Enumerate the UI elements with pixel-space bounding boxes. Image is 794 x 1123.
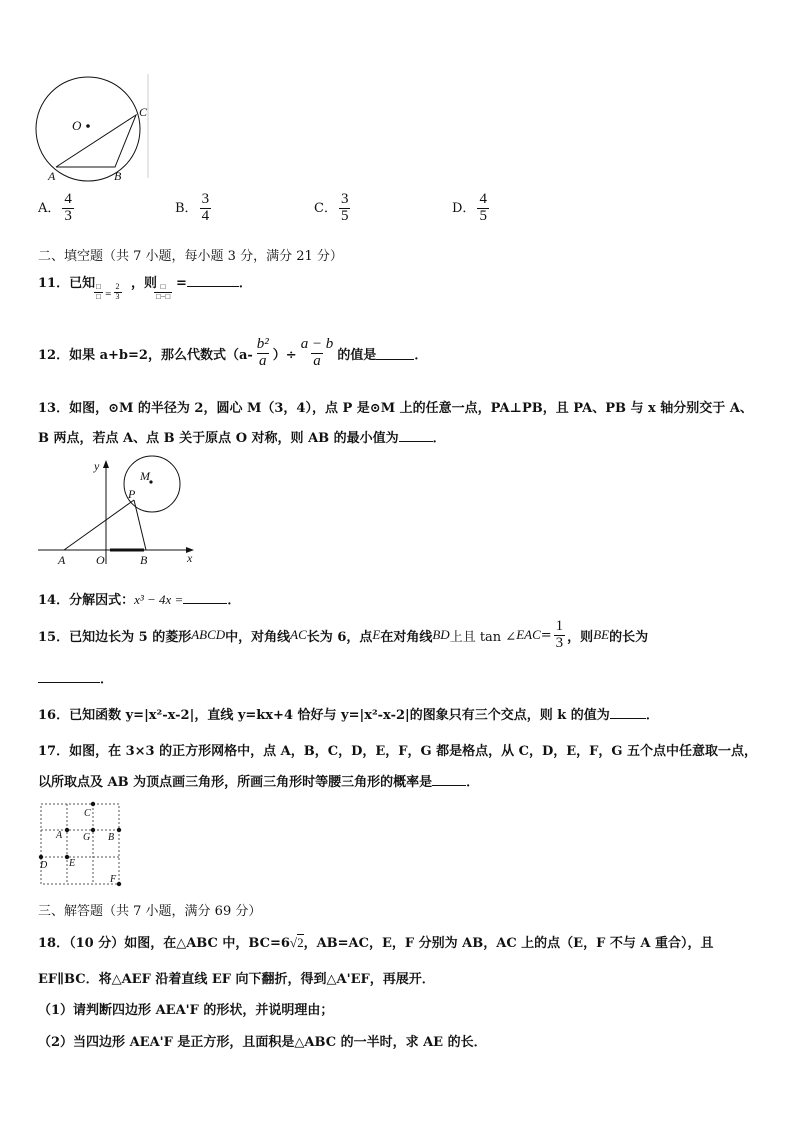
question-18-line-2: EF∥BC．将△AEF 沿着直线 EF 向下翻折，得到△A'EF，再展开． [38, 972, 435, 987]
answer-blank[interactable] [399, 429, 433, 442]
section-2-heading: 二、填空题（共 7 小题，每小题 3 分，满分 21 分） [38, 249, 343, 264]
circle-o [36, 77, 140, 181]
question-16: 16．已知函数 y=|x²-x-2|，直线 y=kx+4 恰好与 y=|x²-x-2|的图象只有三个交点，则 k 的值为 ． [38, 708, 659, 723]
grid-figure [38, 800, 130, 890]
question-15: 15．已知边长为 5 的菱形 ABCD 中，对角线 AC 长为 6，点 E 在对角线 BD 上且 tan ∠ EAC = $\frac{1}{3}$ ，则 BE 的长为 [38, 618, 649, 651]
answer-blank[interactable] [187, 274, 239, 287]
answer-blank[interactable] [610, 706, 646, 719]
label-x: x [187, 551, 193, 565]
option-d[interactable]: D． $\frac{4}{5}$ [452, 191, 487, 224]
answer-blank[interactable] [183, 591, 227, 604]
label-G: G [83, 832, 91, 843]
q11-given-fraction: $\frac{□}{□}$ = $\frac{2}{3}$ [96, 282, 120, 301]
circle-m [124, 456, 180, 512]
label-y: y [94, 459, 100, 473]
q11-target-fraction: $\frac{□}{□-□}$ [156, 282, 171, 301]
question-14: 14．分解因式：x³ − 4x = ． [38, 592, 241, 608]
question-12: 12．如果 a+b=2，那么代数式（a- $\frac{\text{b²}}{a}$ ）÷ $\frac{a - b}{a}$ 的值是 ． [38, 336, 428, 369]
label-E: E [69, 858, 76, 869]
question-13-line-1: 13．如图，⊙M 的半径为 2，圆心 M（3，4），点 P 是⊙M 上的任意一点，PA⊥PB，且 PA、PB 与 x 轴分别交于 A、 [38, 401, 753, 416]
section-3-heading: 三、解答题（共 7 小题，满分 69 分） [38, 904, 262, 919]
question-11: 11．已知 [38, 276, 96, 291]
label-M: M [140, 469, 150, 483]
label-P: P [128, 487, 136, 501]
label-B: B [114, 169, 122, 182]
option-c[interactable]: C． $\frac{3}{5}$ [314, 191, 349, 224]
option-a[interactable]: A． $\frac{4}{3}$ [38, 191, 72, 224]
answer-blank[interactable] [376, 347, 414, 360]
coordinate-figure [30, 452, 210, 572]
label-D: D [40, 860, 48, 871]
label-A: A [56, 830, 63, 841]
label-C: C [139, 105, 148, 119]
label-A: A [48, 169, 56, 182]
question-13-line-2: B 两点，若点 A、点 B 关于原点 O 对称，则 AB 的最小值为 ． [38, 431, 446, 446]
question-17-line-1: 17．如图，在 3×3 的正方形网格中，点 A，B，C，D，E，F，G 都是格点，从 C，D，E，F，G 五个点中任意取一点， [38, 744, 758, 759]
answer-blank[interactable] [38, 670, 100, 683]
answer-blank[interactable] [432, 773, 466, 786]
question-15-answer: ． [38, 668, 113, 687]
label-O: O [96, 553, 105, 567]
label-A: A [58, 553, 66, 567]
question-18-line-1: 18．（10 分）如图，在△ABC 中，BC=6√2，AB=AC，E，F 分别为 AB，AC 上的点（E，F 不与 A 重合），且 [38, 935, 714, 951]
label-B: B [108, 832, 115, 843]
question-17-line-2: 以所取点及 AB 为顶点画三角形，所画三角形时等腰三角形的概率是 ． [38, 775, 480, 790]
question-18-part-2: （2）当四边形 AEA'F 是正方形，且面积是△ABC 的一半时，求 AE 的长． [38, 1035, 487, 1050]
circle-figure [30, 72, 160, 182]
q11-answer: = ． [176, 276, 252, 291]
label-F: F [110, 874, 117, 885]
question-18-part-1: （1）请判断四边形 AEA'F 的形状，并说明理由； [38, 1003, 334, 1018]
label-B: B [140, 553, 148, 567]
option-b[interactable]: B． $\frac{3}{4}$ [175, 191, 210, 224]
label-C: C [84, 808, 91, 819]
label-O: O [72, 118, 82, 133]
q11-then: ，则 [131, 276, 158, 291]
